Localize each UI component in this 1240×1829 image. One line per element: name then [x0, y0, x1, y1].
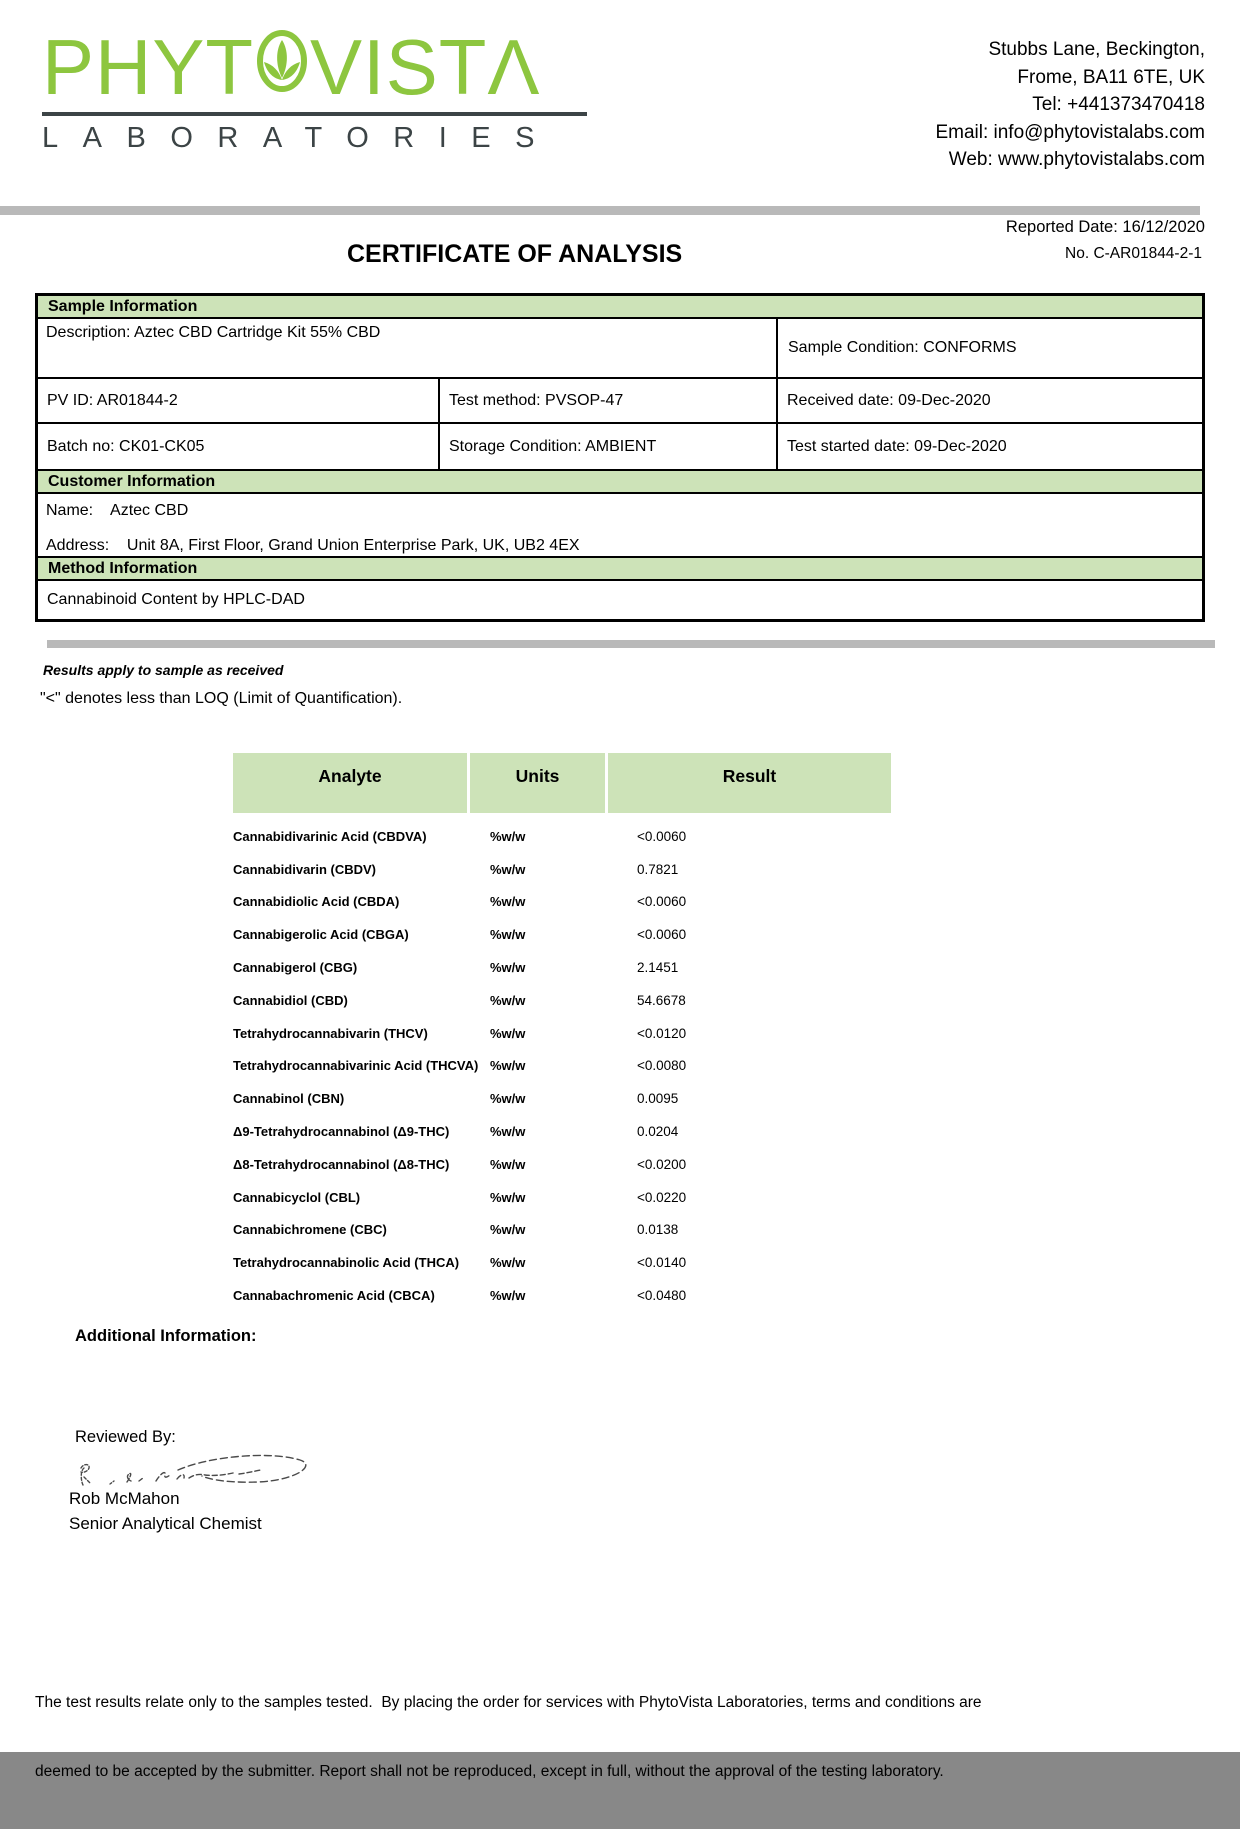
- analyte-cell: Δ8-Tetrahydrocannabinol (Δ8-THC): [233, 1156, 450, 1172]
- analyte-cell: Tetrahydrocannabivarinic Acid (THCVA): [233, 1058, 479, 1074]
- footer-line-1: The test results relate only to the samples tested. By placing the order for services with PhytoVista Laboratories, terms and conditions are: [35, 1694, 982, 1711]
- customer-address: Address: Unit 8A, First Floor, Grand Union Enterprise Park, UK, UB2 4EX: [46, 537, 580, 554]
- units-cell: %w/w: [490, 992, 526, 1008]
- logo-subtitle: LABORATORIES: [42, 122, 559, 154]
- results-apply-note: Results apply to sample as received: [43, 662, 284, 678]
- result-cell: <0.0220: [637, 1189, 687, 1205]
- address-line: Tel: +441373470418: [1032, 94, 1205, 115]
- info-table: [35, 293, 1205, 622]
- table-row: [233, 918, 891, 951]
- units-cell: %w/w: [490, 1156, 526, 1172]
- units-cell: %w/w: [490, 1255, 526, 1271]
- units-cell: %w/w: [490, 861, 526, 877]
- pv-id: PV ID: AR01844-2: [38, 379, 440, 422]
- section-header-sample: Sample Information: [38, 296, 1202, 319]
- result-cell: <0.0200: [637, 1156, 687, 1172]
- units-cell: %w/w: [490, 1025, 526, 1041]
- footer-disclaimer: [35, 1645, 982, 1829]
- address-line: Web: www.phytovistalabs.com: [948, 149, 1205, 170]
- result-cell: 0.0095: [637, 1091, 679, 1107]
- lab-address: [935, 36, 1205, 174]
- units-cell: %w/w: [490, 894, 526, 910]
- customer-row: [38, 494, 1202, 558]
- table-row: [233, 984, 891, 1017]
- test-started-date: Test started date: 09-Dec-2020: [787, 437, 1007, 455]
- report-number: No. C-AR01844-2-1: [1065, 245, 1202, 262]
- units-cell: %w/w: [490, 1091, 526, 1107]
- analyte-cell: Cannabicyclol (CBL): [233, 1189, 361, 1205]
- sample-ids-row: [38, 379, 1202, 424]
- analyte-cell: Tetrahydrocannabinolic Acid (THCA): [233, 1255, 460, 1271]
- sample-batch-row: [38, 424, 1202, 471]
- analyte-cell: Cannabidivarin (CBDV): [233, 861, 377, 877]
- units-cell: %w/w: [490, 960, 526, 976]
- sample-description-row: [38, 319, 1202, 379]
- address-line: Stubbs Lane, Beckington,: [988, 39, 1205, 60]
- result-cell: 0.7821: [637, 861, 679, 877]
- reviewer-name: Rob McMahon: [69, 1489, 180, 1508]
- table-row: [233, 886, 891, 919]
- loq-note: "<" denotes less than LOQ (Limit of Quantification).: [40, 690, 403, 707]
- table-row: [233, 1181, 891, 1214]
- address-line: Email: info@phytovistalabs.com: [935, 121, 1205, 143]
- result-cell: <0.0120: [637, 1025, 687, 1041]
- customer-name: Name: Aztec CBD: [46, 502, 189, 519]
- result-cell: 54.6678: [637, 992, 686, 1008]
- result-cell: <0.0140: [637, 1255, 687, 1271]
- method-row: Cannabinoid Content by HPLC-DAD: [47, 591, 305, 608]
- page-title: CERTIFICATE OF ANALYSIS: [347, 240, 683, 268]
- reviewer-title: Senior Analytical Chemist: [69, 1514, 262, 1533]
- analyte-cell: Cannabidiolic Acid (CBDA): [233, 894, 400, 910]
- column-header-analyte: Analyte: [233, 753, 467, 813]
- logo-wordmark: [42, 23, 590, 111]
- analyte-cell: Cannabigerol (CBG): [233, 960, 358, 976]
- result-cell: 0.0204: [637, 1124, 679, 1140]
- address-line: Frome, BA11 6TE, UK: [1017, 66, 1205, 88]
- leaf-icon: [256, 26, 308, 104]
- table-row: [233, 820, 891, 853]
- table-row: [233, 1246, 891, 1279]
- reported-date: Reported Date: 16/12/2020: [1005, 218, 1205, 236]
- logo: [42, 23, 590, 155]
- analyte-cell: Cannabidivarinic Acid (CBDVA): [233, 828, 427, 844]
- results-table-header: [233, 753, 891, 813]
- analyte-cell: Tetrahydrocannabivarin (THCV): [233, 1025, 428, 1041]
- header-divider-bar: [0, 206, 1200, 215]
- logo-text-right: Λ: [487, 23, 541, 111]
- additional-info-label: Additional Information:: [75, 1327, 257, 1345]
- logo-text-left: PHYT: [42, 23, 255, 111]
- units-cell: %w/w: [490, 1288, 526, 1304]
- units-cell: %w/w: [490, 1124, 526, 1140]
- units-cell: %w/w: [490, 1222, 526, 1238]
- analyte-cell: Cannabidiol (CBD): [233, 992, 348, 1008]
- section-header-customer: Customer Information: [38, 471, 1202, 494]
- units-cell: %w/w: [490, 1189, 526, 1205]
- column-header-result: Result: [608, 753, 891, 813]
- table-row: [233, 1214, 891, 1247]
- table-row: [233, 1279, 891, 1312]
- result-cell: <0.0060: [637, 927, 687, 943]
- table-row: [233, 1115, 891, 1148]
- storage-condition: Storage Condition: AMBIENT: [440, 424, 778, 469]
- results-table-body: [233, 820, 891, 1312]
- sample-description: Description: Aztec CBD Cartridge Kit 55% CBD: [38, 319, 778, 377]
- received-date: Received date: 09-Dec-2020: [787, 391, 991, 409]
- sample-condition: Sample Condition: CONFORMS: [788, 339, 1017, 356]
- table-row: [233, 951, 891, 984]
- analyte-cell: Δ9-Tetrahydrocannabinol (Δ9-THC): [233, 1124, 450, 1140]
- units-cell: %w/w: [490, 828, 526, 844]
- analyte-cell: Cannabachromenic Acid (CBCA): [233, 1288, 435, 1304]
- logo-text-mid: VIST: [310, 23, 488, 111]
- table-shadow-bar: [47, 640, 1215, 648]
- logo-divider: [42, 112, 587, 116]
- result-cell: 2.1451: [637, 960, 679, 976]
- batch-no: Batch no: CK01-CK05: [38, 424, 440, 469]
- column-header-units: Units: [470, 753, 605, 813]
- test-method: Test method: PVSOP-47: [440, 379, 778, 422]
- section-header-method: Method Information: [38, 558, 1202, 581]
- table-row: [233, 1050, 891, 1083]
- results-table: [233, 753, 891, 1312]
- result-cell: <0.0060: [637, 828, 687, 844]
- result-cell: <0.0480: [637, 1288, 687, 1304]
- result-cell: 0.0138: [637, 1222, 679, 1238]
- table-row: [233, 1148, 891, 1181]
- reviewed-by-label: Reviewed By:: [75, 1428, 176, 1446]
- table-row: [233, 853, 891, 886]
- analyte-cell: Cannabigerolic Acid (CBGA): [233, 927, 409, 943]
- result-cell: <0.0080: [637, 1058, 687, 1074]
- analyte-cell: Cannabinol (CBN): [233, 1091, 345, 1107]
- table-row: [233, 1082, 891, 1115]
- analyte-cell: Cannabichromene (CBC): [233, 1222, 387, 1238]
- result-cell: <0.0060: [637, 894, 687, 910]
- table-row: [233, 1017, 891, 1050]
- footer-line-2: deemed to be accepted by the submitter. Report shall not be reproduced, except in full, without the approval of the testing laboratory.: [35, 1763, 944, 1780]
- units-cell: %w/w: [490, 1058, 526, 1074]
- units-cell: %w/w: [490, 927, 526, 943]
